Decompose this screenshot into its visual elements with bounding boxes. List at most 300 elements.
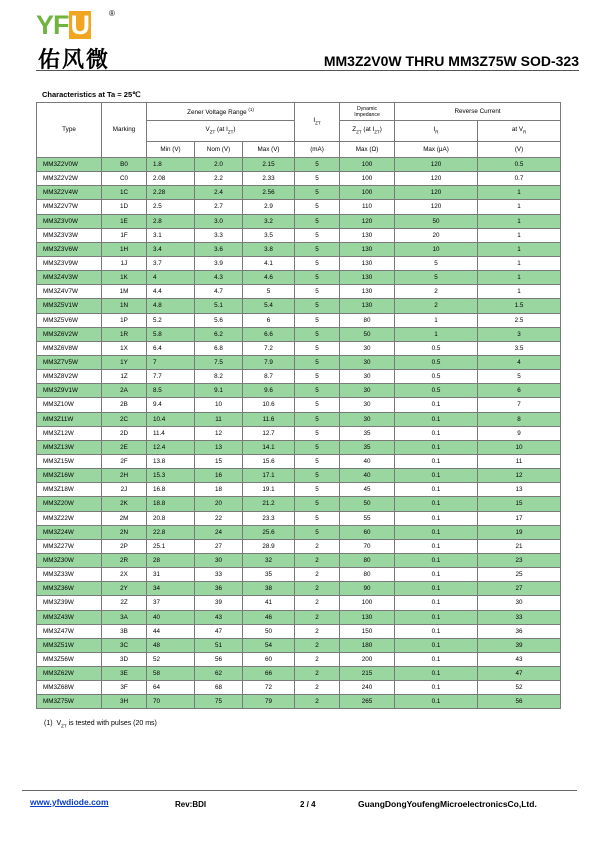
cell-vr: 1	[478, 214, 561, 228]
cell-nom: 9.1	[195, 384, 243, 398]
cell-zzt: 35	[340, 426, 395, 440]
header-reverse-group: Reverse Current	[395, 103, 561, 121]
cell-vr: 1	[478, 256, 561, 270]
cell-nom: 4.7	[195, 285, 243, 299]
cell-type: MM3Z4V7W	[37, 285, 102, 299]
unit-vr: (V)	[478, 142, 561, 158]
cell-izt: 5	[295, 412, 340, 426]
cell-ir: 2	[395, 285, 478, 299]
cell-zzt: 215	[340, 667, 395, 681]
cell-nom: 39	[195, 596, 243, 610]
cell-zzt: 265	[340, 695, 395, 709]
cell-mark: 3H	[102, 695, 147, 709]
cell-max: 66	[243, 667, 295, 681]
cell-mark: 1D	[102, 200, 147, 214]
cell-type: MM3Z24W	[37, 525, 102, 539]
cell-max: 3.5	[243, 228, 295, 242]
cell-max: 23.3	[243, 511, 295, 525]
cell-min: 2.5	[147, 200, 195, 214]
cell-type: MM3Z3V9W	[37, 256, 102, 270]
cell-type: MM3Z56W	[37, 652, 102, 666]
cell-type: MM3Z13W	[37, 440, 102, 454]
footnote-symbol: V	[56, 720, 62, 727]
cell-ir: 0.1	[395, 511, 478, 525]
cell-min: 3.1	[147, 228, 195, 242]
cell-nom: 15	[195, 454, 243, 468]
cell-ir: 0.1	[395, 695, 478, 709]
unit-min: Min (V)	[147, 142, 195, 158]
cell-min: 3.7	[147, 256, 195, 270]
cell-vr: 56	[478, 695, 561, 709]
cell-zzt: 30	[340, 341, 395, 355]
cell-izt: 5	[295, 158, 340, 172]
cell-izt: 5	[295, 525, 340, 539]
cell-zzt: 130	[340, 228, 395, 242]
cell-mark: 2M	[102, 511, 147, 525]
cell-izt: 5	[295, 214, 340, 228]
table-row	[37, 384, 561, 398]
cell-max: 11.6	[243, 412, 295, 426]
cell-zzt: 50	[340, 327, 395, 341]
cell-izt: 5	[295, 228, 340, 242]
table-row	[37, 186, 561, 200]
zzt-condition: (at I	[363, 125, 375, 133]
cell-nom: 20	[195, 497, 243, 511]
cell-izt: 5	[295, 355, 340, 369]
cell-max: 6	[243, 313, 295, 327]
cell-min: 5.8	[147, 327, 195, 341]
cell-type: MM3Z5V1W	[37, 299, 102, 313]
cell-type: MM3Z3V0W	[37, 214, 102, 228]
vz-subscript: ZT	[209, 129, 216, 135]
cell-mark: 2D	[102, 426, 147, 440]
cell-mark: 1X	[102, 341, 147, 355]
cell-zzt: 110	[340, 200, 395, 214]
cell-max: 2.33	[243, 172, 295, 186]
table-row	[37, 539, 561, 553]
cell-type: MM3Z15W	[37, 454, 102, 468]
cell-mark: 1N	[102, 299, 147, 313]
cell-ir: 1	[395, 327, 478, 341]
cell-type: MM3Z62W	[37, 667, 102, 681]
footnote-text: is tested with pulses (20 ms)	[66, 720, 157, 727]
cell-ir: 0.1	[395, 667, 478, 681]
cell-min: 31	[147, 568, 195, 582]
cell-min: 20.8	[147, 511, 195, 525]
cell-mark: 2C	[102, 412, 147, 426]
cell-vr: 33	[478, 610, 561, 624]
cell-vr: 47	[478, 667, 561, 681]
table-row	[37, 652, 561, 666]
cell-max: 15.6	[243, 454, 295, 468]
cell-type: MM3Z2V2W	[37, 172, 102, 186]
cell-izt: 5	[295, 186, 340, 200]
cell-nom: 47	[195, 624, 243, 638]
cell-zzt: 30	[340, 412, 395, 426]
cell-min: 48	[147, 638, 195, 652]
cell-max: 54	[243, 638, 295, 652]
cell-type: MM3Z75W	[37, 695, 102, 709]
cell-vr: 23	[478, 553, 561, 567]
cell-min: 18.8	[147, 497, 195, 511]
cell-max: 60	[243, 652, 295, 666]
cell-type: MM3Z68W	[37, 681, 102, 695]
izt-symbol: I	[313, 116, 316, 124]
cell-ir: 0.1	[395, 454, 478, 468]
cell-min: 25.1	[147, 539, 195, 553]
cell-zzt: 130	[340, 242, 395, 256]
header-row-1	[37, 103, 561, 121]
cell-izt: 5	[295, 370, 340, 384]
cell-mark: 1K	[102, 271, 147, 285]
cell-izt: 5	[295, 469, 340, 483]
table-row	[37, 327, 561, 341]
cell-ir: 0.1	[395, 525, 478, 539]
cell-mark: C0	[102, 172, 147, 186]
unit-zzt: Max (Ω)	[340, 142, 395, 158]
table-row	[37, 440, 561, 454]
cell-ir: 120	[395, 200, 478, 214]
cell-ir: 2	[395, 299, 478, 313]
cell-max: 14.1	[243, 440, 295, 454]
cell-nom: 6.8	[195, 341, 243, 355]
table-row	[37, 582, 561, 596]
cell-zzt: 60	[340, 525, 395, 539]
cell-zzt: 50	[340, 497, 395, 511]
registered-mark: ®	[109, 9, 115, 18]
table-row	[37, 158, 561, 172]
cell-vr: 39	[478, 638, 561, 652]
cell-zzt: 130	[340, 256, 395, 270]
cell-ir: 0.1	[395, 497, 478, 511]
cell-nom: 3.6	[195, 242, 243, 256]
table-row	[37, 624, 561, 638]
cell-zzt: 30	[340, 370, 395, 384]
cell-type: MM3Z4V3W	[37, 271, 102, 285]
logo-letters	[36, 9, 91, 41]
at-vr-subscript: R	[523, 129, 527, 135]
cell-min: 13.8	[147, 454, 195, 468]
cell-max: 21.2	[243, 497, 295, 511]
cell-izt: 2	[295, 610, 340, 624]
cell-nom: 22	[195, 511, 243, 525]
cell-type: MM3Z16W	[37, 469, 102, 483]
cell-mark: 3A	[102, 610, 147, 624]
cell-min: 2.8	[147, 214, 195, 228]
cell-izt: 5	[295, 172, 340, 186]
cell-ir: 0.1	[395, 681, 478, 695]
cell-zzt: 100	[340, 596, 395, 610]
cell-nom: 36	[195, 582, 243, 596]
cell-mark: 3C	[102, 638, 147, 652]
cell-ir: 10	[395, 242, 478, 256]
cell-max: 7.9	[243, 355, 295, 369]
table-row	[37, 568, 561, 582]
cell-ir: 0.1	[395, 398, 478, 412]
cell-min: 3.4	[147, 242, 195, 256]
cell-max: 38	[243, 582, 295, 596]
table-row	[37, 313, 561, 327]
cell-min: 16.8	[147, 483, 195, 497]
cell-min: 8.5	[147, 384, 195, 398]
cell-min: 22.8	[147, 525, 195, 539]
logo-letter-f: F	[53, 10, 69, 40]
cell-izt: 5	[295, 426, 340, 440]
cell-zzt: 80	[340, 313, 395, 327]
revision-label: Rev:BDI	[175, 800, 207, 809]
table-row	[37, 370, 561, 384]
cell-vr: 13	[478, 483, 561, 497]
zzt-symbol: Z	[352, 125, 357, 133]
cell-max: 19.1	[243, 483, 295, 497]
cell-vr: 11	[478, 454, 561, 468]
cell-max: 3.8	[243, 242, 295, 256]
page-number: 2 / 4	[300, 800, 316, 809]
cell-mark: 3D	[102, 652, 147, 666]
cell-zzt: 130	[340, 299, 395, 313]
cell-ir: 0.1	[395, 610, 478, 624]
cell-type: MM3Z11W	[37, 412, 102, 426]
table-row	[37, 398, 561, 412]
cell-zzt: 30	[340, 398, 395, 412]
cell-izt: 5	[295, 398, 340, 412]
cell-type: MM3Z47W	[37, 624, 102, 638]
cell-type: MM3Z2V7W	[37, 200, 102, 214]
cell-min: 37	[147, 596, 195, 610]
cell-min: 52	[147, 652, 195, 666]
cell-ir: 0.1	[395, 440, 478, 454]
cell-nom: 18	[195, 483, 243, 497]
cell-izt: 2	[295, 553, 340, 567]
cell-zzt: 70	[340, 539, 395, 553]
cell-mark: 2F	[102, 454, 147, 468]
cell-min: 4.4	[147, 285, 195, 299]
cell-mark: 1F	[102, 228, 147, 242]
cell-zzt: 240	[340, 681, 395, 695]
footnote-subscript: ZT	[61, 723, 67, 729]
table-row	[37, 638, 561, 652]
cell-izt: 5	[295, 313, 340, 327]
cell-vr: 21	[478, 539, 561, 553]
table-row	[37, 214, 561, 228]
cell-min: 4.8	[147, 299, 195, 313]
cell-min: 70	[147, 695, 195, 709]
cell-min: 64	[147, 681, 195, 695]
website-link[interactable]: www.yfwdiode.com	[30, 797, 109, 807]
cell-ir: 0.1	[395, 652, 478, 666]
cell-vr: 1	[478, 186, 561, 200]
cell-vr: 17	[478, 511, 561, 525]
table-row	[37, 511, 561, 525]
cell-nom: 5.6	[195, 313, 243, 327]
table-row	[37, 695, 561, 709]
cell-mark: 1C	[102, 186, 147, 200]
cell-max: 35	[243, 568, 295, 582]
cell-vr: 15	[478, 497, 561, 511]
cell-mark: 2R	[102, 553, 147, 567]
vz-symbol: V	[205, 125, 210, 133]
cell-max: 9.6	[243, 384, 295, 398]
ir-symbol: I	[433, 125, 436, 133]
cell-type: MM3Z3V3W	[37, 228, 102, 242]
cell-nom: 13	[195, 440, 243, 454]
cell-type: MM3Z36W	[37, 582, 102, 596]
cell-zzt: 55	[340, 511, 395, 525]
cell-zzt: 35	[340, 440, 395, 454]
cell-mark: 2H	[102, 469, 147, 483]
company-logo	[36, 9, 126, 73]
cell-min: 10.4	[147, 412, 195, 426]
cell-max: 17.1	[243, 469, 295, 483]
cell-min: 11.4	[147, 426, 195, 440]
table-row	[37, 271, 561, 285]
cell-nom: 30	[195, 553, 243, 567]
header-izt	[295, 103, 340, 142]
cell-mark: 2X	[102, 568, 147, 582]
cell-ir: 120	[395, 158, 478, 172]
table-row	[37, 553, 561, 567]
vz-condition-subscript: ZT	[227, 129, 234, 135]
table-row	[37, 426, 561, 440]
cell-izt: 5	[295, 511, 340, 525]
cell-type: MM3Z6V8W	[37, 341, 102, 355]
cell-zzt: 180	[340, 638, 395, 652]
cell-vr: 2.5	[478, 313, 561, 327]
cell-izt: 2	[295, 667, 340, 681]
cell-ir: 0.1	[395, 412, 478, 426]
cell-max: 4.6	[243, 271, 295, 285]
cell-min: 12.4	[147, 440, 195, 454]
company-name: GuangDongYoufengMicroelectronicsCo,Ltd.	[358, 799, 537, 809]
cell-zzt: 40	[340, 454, 395, 468]
cell-max: 50	[243, 624, 295, 638]
cell-nom: 8.2	[195, 370, 243, 384]
cell-type: MM3Z7V5W	[37, 355, 102, 369]
cell-ir: 5	[395, 256, 478, 270]
table-row	[37, 200, 561, 214]
cell-max: 5	[243, 285, 295, 299]
zzt-condition-subscript: ZT	[374, 129, 380, 135]
cell-vr: 1	[478, 271, 561, 285]
cell-min: 9.4	[147, 398, 195, 412]
cell-max: 8.7	[243, 370, 295, 384]
cell-mark: 1P	[102, 313, 147, 327]
cell-nom: 33	[195, 568, 243, 582]
cell-nom: 6.2	[195, 327, 243, 341]
cell-max: 28.9	[243, 539, 295, 553]
cell-min: 28	[147, 553, 195, 567]
cell-izt: 5	[295, 497, 340, 511]
cell-izt: 2	[295, 652, 340, 666]
cell-izt: 5	[295, 440, 340, 454]
cell-ir: 0.5	[395, 384, 478, 398]
cell-zzt: 130	[340, 285, 395, 299]
table-row	[37, 355, 561, 369]
cell-zzt: 40	[340, 469, 395, 483]
cell-izt: 5	[295, 299, 340, 313]
cell-mark: B0	[102, 158, 147, 172]
cell-zzt: 80	[340, 568, 395, 582]
cell-type: MM3Z30W	[37, 553, 102, 567]
cell-mark: 2J	[102, 483, 147, 497]
table-row	[37, 497, 561, 511]
cell-type: MM3Z27W	[37, 539, 102, 553]
cell-max: 10.6	[243, 398, 295, 412]
cell-vr: 1	[478, 228, 561, 242]
cell-mark: 3F	[102, 681, 147, 695]
cell-izt: 2	[295, 539, 340, 553]
cell-ir: 50	[395, 214, 478, 228]
cell-nom: 7.5	[195, 355, 243, 369]
cell-min: 58	[147, 667, 195, 681]
table-row	[37, 667, 561, 681]
logo-chinese-name: 佑风微	[38, 48, 111, 73]
cell-izt: 2	[295, 681, 340, 695]
cell-nom: 68	[195, 681, 243, 695]
cell-ir: 120	[395, 172, 478, 186]
cell-zzt: 200	[340, 652, 395, 666]
header-vz	[147, 121, 295, 142]
footnote	[44, 720, 157, 728]
table-row	[37, 681, 561, 695]
header-ir	[395, 121, 478, 142]
cell-vr: 43	[478, 652, 561, 666]
header-at-vr	[478, 121, 561, 142]
cell-type: MM3Z12W	[37, 426, 102, 440]
cell-nom: 3.3	[195, 228, 243, 242]
header-dynamic-group	[340, 103, 395, 121]
cell-vr: 1	[478, 242, 561, 256]
table-row	[37, 172, 561, 186]
cell-vr: 4	[478, 355, 561, 369]
cell-min: 15.3	[147, 469, 195, 483]
cell-max: 7.2	[243, 341, 295, 355]
logo-letter-y: Y	[36, 10, 54, 40]
cell-vr: 30	[478, 596, 561, 610]
cell-nom: 56	[195, 652, 243, 666]
cell-min: 4	[147, 271, 195, 285]
cell-mark: 2B	[102, 398, 147, 412]
cell-vr: 10	[478, 440, 561, 454]
cell-max: 41	[243, 596, 295, 610]
cell-nom: 51	[195, 638, 243, 652]
table-row	[37, 299, 561, 313]
cell-izt: 5	[295, 454, 340, 468]
table-row	[37, 525, 561, 539]
cell-nom: 12	[195, 426, 243, 440]
header-zzt	[340, 121, 395, 142]
cell-max: 3.2	[243, 214, 295, 228]
cell-max: 72	[243, 681, 295, 695]
cell-ir: 20	[395, 228, 478, 242]
cell-min: 44	[147, 624, 195, 638]
cell-max: 2.15	[243, 158, 295, 172]
zzt-subscript: ZT	[356, 129, 362, 135]
cell-max: 46	[243, 610, 295, 624]
cell-mark: 2P	[102, 539, 147, 553]
cell-ir: 0.5	[395, 341, 478, 355]
cell-vr: 3	[478, 327, 561, 341]
table-row	[37, 610, 561, 624]
cell-type: MM3Z3V6W	[37, 242, 102, 256]
cell-ir: 0.1	[395, 553, 478, 567]
table-row	[37, 596, 561, 610]
table-row	[37, 228, 561, 242]
cell-zzt: 100	[340, 186, 395, 200]
ir-subscript: R	[435, 129, 439, 135]
footer-divider	[22, 790, 577, 791]
cell-zzt: 100	[340, 172, 395, 186]
